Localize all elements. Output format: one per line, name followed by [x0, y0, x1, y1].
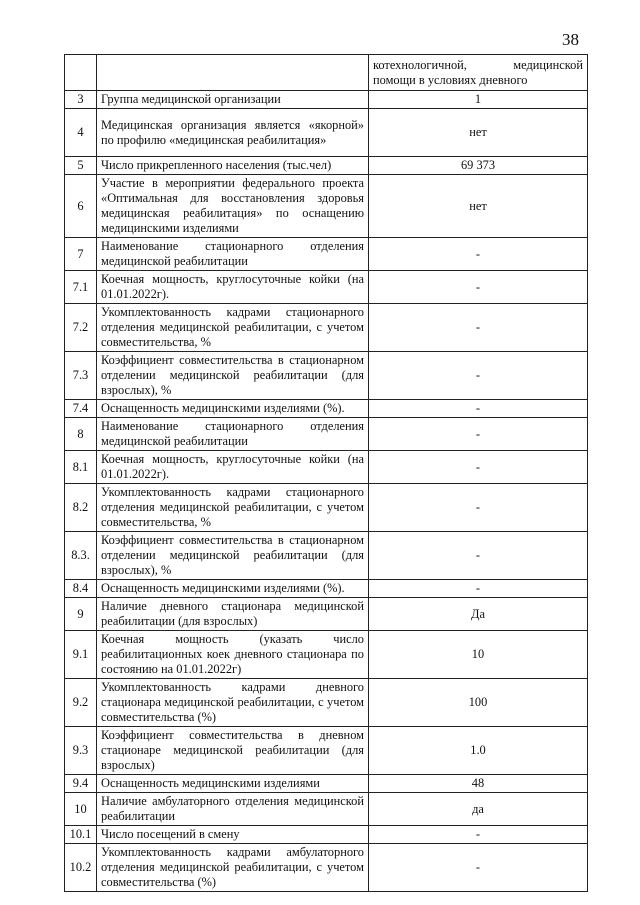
row-value: -	[369, 304, 588, 352]
table-row	[65, 532, 588, 580]
row-number: 10	[65, 793, 97, 826]
row-number: 9.1	[65, 631, 97, 679]
row-number: 9	[65, 598, 97, 631]
row-label	[97, 55, 369, 91]
row-number	[65, 55, 97, 91]
row-value: -	[369, 826, 588, 844]
row-number: 9.2	[65, 679, 97, 727]
row-number: 5	[65, 157, 97, 175]
row-number: 8	[65, 418, 97, 451]
row-number: 3	[65, 91, 97, 109]
row-label: Укомплектованность кадрами дневного стационара медицинской реабилитации, с учетом совместительства (%)	[97, 679, 369, 727]
table-row	[65, 157, 588, 175]
row-number: 4	[65, 109, 97, 157]
row-value: 100	[369, 679, 588, 727]
row-label: Укомплектованность кадрами стационарного отделения медицинской реабилитации, с учетом совместительства, %	[97, 304, 369, 352]
table-row	[65, 580, 588, 598]
table-row	[65, 400, 588, 418]
row-label: Коэффициент совместительства в дневном стационаре медицинской реабилитации (для взрослых)	[97, 727, 369, 775]
row-label: Коечная мощность, круглосуточные койки (на 01.01.2022г).	[97, 451, 369, 484]
row-value: -	[369, 451, 588, 484]
page-number: 38	[562, 30, 579, 49]
table-row	[65, 844, 588, 892]
row-number: 6	[65, 175, 97, 238]
row-label: Группа медицинской организации	[97, 91, 369, 109]
row-number: 9.3	[65, 727, 97, 775]
row-value: -	[369, 352, 588, 400]
row-value: -	[369, 418, 588, 451]
table-row	[65, 727, 588, 775]
row-value: 69 373	[369, 157, 588, 175]
row-number: 7.2	[65, 304, 97, 352]
row-value: -	[369, 844, 588, 892]
row-value: 1.0	[369, 727, 588, 775]
row-label: Оснащенность медицинскими изделиями (%).	[97, 400, 369, 418]
row-number: 8.2	[65, 484, 97, 532]
row-value: -	[369, 532, 588, 580]
row-number: 7.4	[65, 400, 97, 418]
table-row	[65, 598, 588, 631]
table-row	[65, 451, 588, 484]
data-table	[64, 54, 588, 892]
row-value: -	[369, 400, 588, 418]
row-number: 10.1	[65, 826, 97, 844]
row-value: да	[369, 793, 588, 826]
row-number: 10.2	[65, 844, 97, 892]
table-row	[65, 631, 588, 679]
row-value: Да	[369, 598, 588, 631]
table-row	[65, 91, 588, 109]
table-row	[65, 484, 588, 532]
table-row	[65, 55, 588, 91]
row-label: Коэффициент совместительства в стационарном отделении медицинской реабилитации (для взрослых), %	[97, 532, 369, 580]
table-row	[65, 826, 588, 844]
row-value: 48	[369, 775, 588, 793]
row-label: Коэффициент совместительства в стационарном отделении медицинской реабилитации (для взрослых), %	[97, 352, 369, 400]
row-label: Наличие амбулаторного отделения медицинской реабилитации	[97, 793, 369, 826]
row-label: Число посещений в смену	[97, 826, 369, 844]
row-value: -	[369, 580, 588, 598]
row-value: -	[369, 271, 588, 304]
row-label: Участие в мероприятии федерального проекта «Оптимальная для восстановления здоровья медицинская реабилитация» по оснащению медицинскими изделиями	[97, 175, 369, 238]
row-number: 8.3.	[65, 532, 97, 580]
row-label: Наименование стационарного отделения медицинской реабилитации	[97, 238, 369, 271]
row-number: 8.4	[65, 580, 97, 598]
row-value: -	[369, 484, 588, 532]
row-number: 9.4	[65, 775, 97, 793]
row-value: 1	[369, 91, 588, 109]
row-label: Наименование стационарного отделения медицинской реабилитации	[97, 418, 369, 451]
row-number: 7.3	[65, 352, 97, 400]
table-row	[65, 679, 588, 727]
table-row	[65, 775, 588, 793]
table-row	[65, 175, 588, 238]
row-label: Оснащенность медицинскими изделиями	[97, 775, 369, 793]
table-row	[65, 271, 588, 304]
row-label: Оснащенность медицинскими изделиями (%).	[97, 580, 369, 598]
table-row	[65, 109, 588, 157]
row-number: 7	[65, 238, 97, 271]
row-label: Медицинская организация является «якорной» по профилю «медицинская реабилитация»	[97, 109, 369, 157]
row-value: нет	[369, 175, 588, 238]
table-row	[65, 418, 588, 451]
row-value: нет	[369, 109, 588, 157]
table-row	[65, 304, 588, 352]
row-label: Укомплектованность кадрами стационарного отделения медицинской реабилитации, с учетом совместительства, %	[97, 484, 369, 532]
row-label: Число прикрепленного населения (тыс.чел)	[97, 157, 369, 175]
row-label: Укомплектованность кадрами амбулаторного отделения медицинской реабилитации, с учетом совместительства (%)	[97, 844, 369, 892]
row-value: 10	[369, 631, 588, 679]
row-value: -	[369, 238, 588, 271]
row-number: 8.1	[65, 451, 97, 484]
table-row	[65, 238, 588, 271]
row-label: Наличие дневного стационара медицинской реабилитации (для взрослых)	[97, 598, 369, 631]
row-value: котехнологичной, медицинской помощи в условиях дневного	[369, 55, 588, 91]
row-label: Коечная мощность (указать число реабилитационных коек дневного стационара по состоянию на 01.01.2022г)	[97, 631, 369, 679]
row-number: 7.1	[65, 271, 97, 304]
table-row	[65, 793, 588, 826]
row-label: Коечная мощность, круглосуточные койки (на 01.01.2022г).	[97, 271, 369, 304]
table-row	[65, 352, 588, 400]
